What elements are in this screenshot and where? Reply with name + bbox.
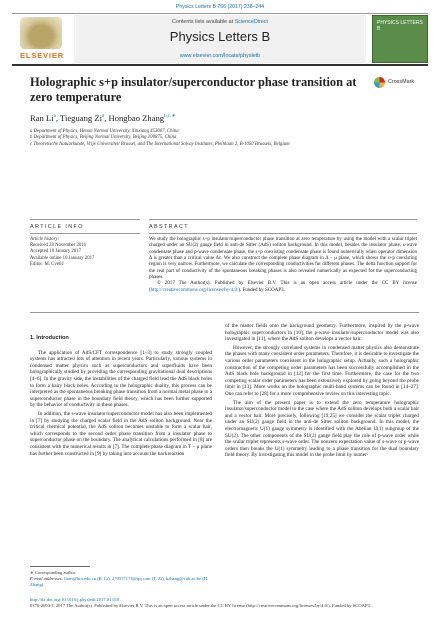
contents-prefix: Contents lists available at [172,19,235,25]
body-paragraph: of the matter fields onto the background geometry. Furthermore, inspired by the p-wave holographic superconductors in [10], the p-wave insulator/superconductor model was also investigated in [11], where the AdS soliton develops a vector hair. [225,323,419,343]
abstract-rule [149,219,417,220]
crossmark-badge[interactable] [374,76,420,90]
journal-cover-thumbnail[interactable] [372,15,428,63]
elsevier-tree-icon [20,17,62,49]
section-heading: 1. Introduction [30,335,69,341]
crossmark-icon [374,77,385,88]
abstract-label: ABSTRACT [149,224,189,230]
article-title: Holographic s+p insulator/superconductor phase transition at zero temperature [30,75,357,104]
body-top-rule [30,312,419,313]
journal-masthead [12,13,428,65]
footer-license: 0370-2693/© 2017 The Author(s). Published by Elsevier B.V. This is an open access article under the CC BY license (http://creativecommons.org/licenses/by/4.0/). Funded by SCOAP3. [30,603,371,608]
cover-title: PHYSICS LETTERS B [377,20,423,32]
affiliations [30,129,420,148]
article-info-label: ARTICLE INFO [30,224,84,230]
article-info-rule [30,219,140,220]
doi-link[interactable]: http://dx.doi.org/10.1016/j.physletb.2017.01.018 [30,597,120,602]
abstract-text: We study the holographic s+p insulator/superconductor phase transition at zero temperature by using the model with a scalar triplet charged under an SU(2) gauge field in anti-de Sitter (AdS) soliton background. In this model, besides the insulator phase, s-wave condensate phase and p-wave condensate phase, the s+p coexisting condensate phase is found numerically when operator dimension Δ is greater than a critical value Δc. We also construct the complete phase diagram in Δ − μ plane, which shows the s+p coexisting region is very narrow. Furthermore, we calculate the corresponding conductivities for different phases. The delta function support for the real part of conductivity of the spontaneous breaking phases is also revealed numerically as expected for the superconducting phases. [149,237,417,281]
author-name[interactable]: Hongbao Zhang [108,113,165,123]
body-paragraph: In addition, the s-wave insulator/superconductor model has also been implemented in [7] by studying the charged scalar field in the AdS soliton background. Near the critical chemical potential, the AdS soliton becomes unstable to form a scalar hair, which corresponds to the second order phase transition from a insulator phase to superconductor phase on the boundary. The analytical calculations performed in [8] are consistent with the numerical results in [7]. The complete phase diagram in T − μ plane has further been constructed in [9] by taking into account the backreaction [30,410,212,457]
abstract-copyright [149,281,417,294]
body-paragraph: However, the strongly correlated systems in condensed matter physics also demonstrate the phases with many coexistent order parameters. Therefore, it is desirable to investigate the various order parameters coexistent in the holographic setup. Actually, such a holographic construction of the competing order parameters has been successfully accomplished in the AdS black hole background in [12] for the first time. Furthermore, the case for the two competing scalar order parameters has been extensively explored by going beyond the probe limit in [13]. More works on the holographic multi-band systems can be found in [14–27]. One can refer to [28] for a more comprehensive review on this interesting topic. [225,344,419,397]
journal-homepage-line [74,53,366,59]
page-footer [30,597,425,609]
email-addresses [30,576,220,588]
email-links[interactable]: liran@htu.edu.cn (R. Li), 270557174@qq.com (T. Zi), hzhang@vub.ac.be (H. Zhang). [30,576,209,587]
contents-line [74,19,366,25]
history-item: Accepted 10 January 2017 [30,249,82,255]
history-label: Article history: [30,237,60,242]
elsevier-logo[interactable] [12,17,70,61]
author-name[interactable]: Tieguang Zi [60,113,102,123]
corresponding-author-note: ∗ Corresponding author. [30,570,77,575]
masthead-bottom-rule [12,64,428,66]
affiliation: b Department of Physics, Beijing Normal University, Beijing 100875, China [30,135,177,141]
affiliation: a Department of Physics, Henan Normal University, Xinxiang 453007, China [30,129,179,134]
body-paragraph: The aim of the present paper is to extend the zero temperature holographic insulator/superconductor model to the case where the AdS soliton develops both a scalar hair and a vector hair. More precisely, following [19,25] we consider the scalar triplet charged under an SU(2) gauge field in the anti-de Sitter soliton background. In this model, the electromagnetic U(1) gauge symmetry is identified with the Abelian U(1) subgroup of the SU(2). The other components of the SU(2) gauge field play the role of p-wave order while the scalar triplet represents s-wave order. The nonzero expectation value of s-wave or p-wave orders then breaks the U(1) symmetry leading to a phase transition for the dual boundary field theory. By investigating this model in the probe limit by numer- [225,399,419,459]
body-paragraph: The application of AdS/CFT correspondence [1–3] to study strongly coupled systems has attracted lots of attention in recent years. Particularly, various systems in condensed matter physics such as superconductors and superfluids have been holographically studied by providing the corresponding gravitational dual descriptions [4–6]. In the gravity side, the instabilities of the charged field lead the AdS black holes to form a hairy black holes. According to the holographic duality, this process can be interpreted as the spontaneous breaking phase transition from a normal metal phase to a superconductor phase in the boundary field theory, which has been further supported by the behavior of conductivity in these phases. [30,349,212,409]
author-name[interactable]: Ran Li [30,113,54,123]
author-affil-sup[interactable]: b,c,∗ [164,114,176,120]
license-link[interactable]: http://creativecommons.org/licenses/by/4.0/ [150,287,239,293]
copyright-text: © 2017 The Author(s). Published by Elsevier B.V. This is an open access article under the CC BY license ( [149,281,417,293]
crossmark-label: CrossMark [388,79,415,85]
affiliation: c Theoretische Natuurkunde, Vrije Universiteit Brussel, and The International Solvay Institutes, Pleinlaan 2, B-1050 Brussels, Belgium [30,141,290,147]
article-info-rule-2 [30,233,140,234]
masthead-center [74,15,366,63]
abstract-rule-2 [149,233,417,234]
footnotes [30,570,220,588]
journal-homepage-link[interactable]: www.elsevier.com/locate/physletb [179,53,261,59]
history-item: Received 28 November 2016 [30,243,87,249]
body-right-column [225,323,419,461]
masthead-top-rule [12,13,428,14]
footnote-rule [30,566,90,567]
email-label: E-mail addresses: [30,576,65,581]
author-affil-sup[interactable]: a [101,114,105,120]
history-item: Editor: M. Cvetič [30,261,64,267]
author-affil-sup[interactable]: a [53,114,56,120]
abstract-body [149,237,417,294]
author-list: Ran Li$^a$, Tieguang Zi$^a$, Hongbao Zhang$^{b,c,∗}$ [30,113,176,123]
history-item: Available online 10 January 2017 [30,255,95,261]
funding-text: ). Funded by SCOAP3. [238,287,285,293]
article-history [30,237,140,268]
journal-name: Physics Letters B [169,29,271,44]
body-left-column [30,323,212,459]
publisher-name: ELSEVIER [20,51,64,60]
sciencedirect-link[interactable]: ScienceDirect [234,19,268,25]
top-citation[interactable]: Physics Letters B 766 (2017) 238–244 [175,4,265,10]
